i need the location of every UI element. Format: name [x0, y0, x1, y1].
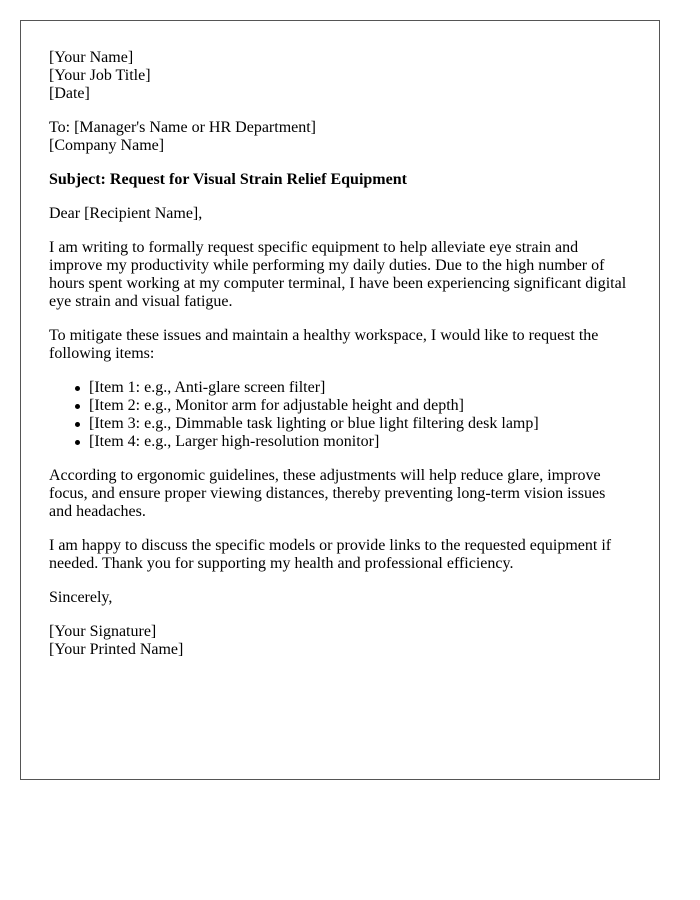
recipient-company: [Company Name] — [49, 137, 165, 154]
sender-block — [49, 49, 631, 103]
letter-page — [20, 20, 660, 780]
requested-items-list — [49, 379, 631, 451]
sender-job-title: [Your Job Title] — [49, 67, 151, 84]
bullet-icon — [75, 422, 80, 427]
list-item-text: [Item 4: e.g., Larger high-resolution monitor] — [89, 433, 380, 450]
body-paragraph-4: I am happy to discuss the specific models or provide links to the requested equipment if needed. Thank you for supporting my health and professional efficiency. — [49, 537, 612, 572]
list-item — [89, 415, 631, 433]
body-paragraph-2: To mitigate these issues and maintain a healthy workspace, I would like to request the following items: — [49, 327, 599, 362]
signature: [Your Signature] — [49, 623, 157, 640]
signature-block — [49, 623, 631, 659]
recipient-to: To: [Manager's Name or HR Department] — [49, 119, 317, 136]
closing: Sincerely, — [49, 589, 113, 606]
list-item-text: [Item 2: e.g., Monitor arm for adjustable height and depth] — [89, 397, 465, 414]
bullet-icon — [75, 440, 80, 445]
list-item — [89, 397, 631, 415]
body-paragraph-3: According to ergonomic guidelines, these adjustments will help reduce glare, improve focus, and ensure proper viewing distances, thereby preventing long-term vision issues and headaches. — [49, 467, 606, 520]
list-item — [89, 433, 631, 451]
body-paragraph-1: I am writing to formally request specific equipment to help alleviate eye strain and improve my productivity while performing my daily duties. Due to the high number of hours spent working at my computer terminal, I have been experiencing significant digital eye strain and visual fatigue. — [49, 239, 627, 310]
bullet-icon — [75, 386, 80, 391]
recipient-block — [49, 119, 631, 155]
list-item — [89, 379, 631, 397]
salutation: Dear [Recipient Name], — [49, 205, 203, 222]
bullet-icon — [75, 404, 80, 409]
list-item-text: [Item 3: e.g., Dimmable task lighting or blue light filtering desk lamp] — [89, 415, 539, 432]
printed-name: [Your Printed Name] — [49, 641, 184, 658]
letter-date: [Date] — [49, 85, 90, 102]
subject-line: Subject: Request for Visual Strain Relief Equipment — [49, 171, 407, 188]
list-item-text: [Item 1: e.g., Anti-glare screen filter] — [89, 379, 326, 396]
sender-name: [Your Name] — [49, 49, 134, 66]
